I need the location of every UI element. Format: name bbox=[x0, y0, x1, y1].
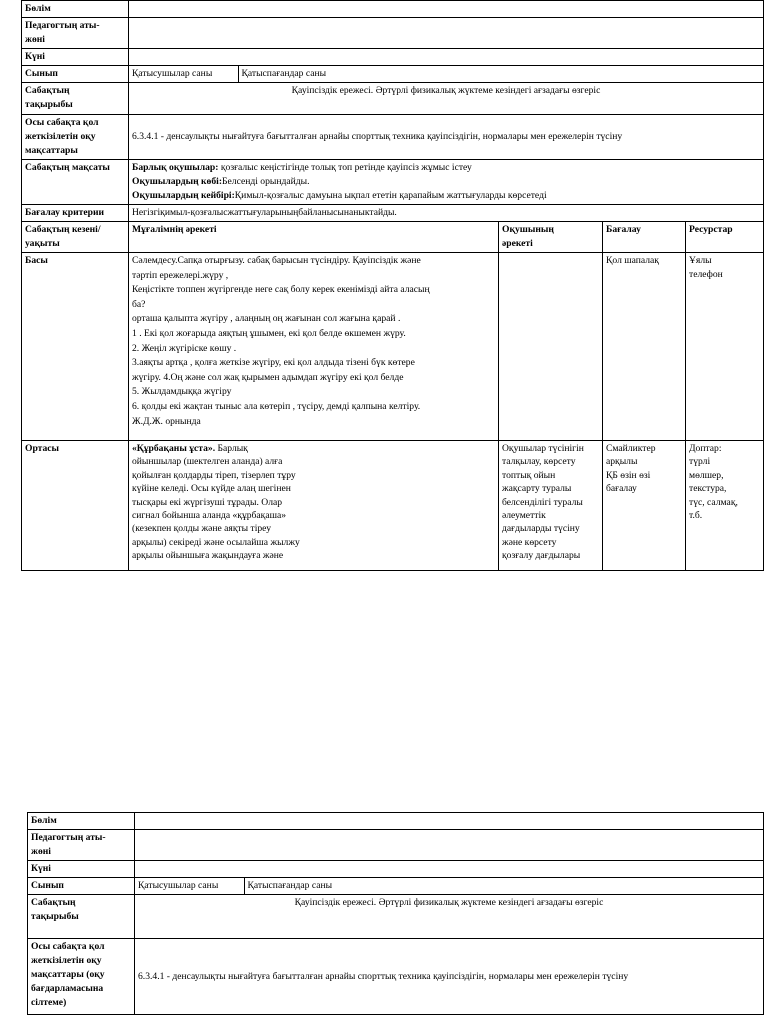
stage-header: Сабақтың кезені/ уақыты bbox=[22, 222, 129, 253]
purpose-all: Барлық оқушылар: қозғалыс кеңістігінде толық топ ретінде қауіпсіз жұмыс істеу bbox=[132, 162, 472, 173]
table-row bbox=[22, 441, 764, 571]
middle-student-action: Оқушылар түсінігін талқылау, көрсету топтық ойын жақсарту туралы белсенділігі туралы әлеуметтік дағдыларды түсіну және көрсету қозғалу дағдылары bbox=[499, 441, 603, 571]
game-description: Барлық ойыншылар (шектелген аланда) алға қойылған қолдарды тіреп, тізерлеп тұру күйіне келеді. Осы күйде алаң шегінен тысқары екі жүргізуші тұрады. Олар сигнал бойынша аланда «құрбақаша» (кезекпен қолды және аяқты тіреу арқылы) секіреді және осылайша жылжу арқылы ойыншыға жақындауға және bbox=[132, 443, 300, 562]
absent-count-label: Қатыспағандар саны bbox=[241, 68, 327, 79]
attendance-cell bbox=[129, 66, 764, 83]
class-label: Сынып bbox=[28, 878, 135, 895]
section-label: Бөлім bbox=[28, 813, 135, 830]
start-resources: Ұялы телефон bbox=[686, 253, 764, 441]
lesson-plan-table-1 bbox=[21, 0, 763, 562]
start-assessment: Қол шапалақ bbox=[603, 253, 686, 441]
purpose-most: Оқушылардың көбі:Белсенді орындайды. bbox=[132, 176, 310, 187]
day-label: Күні bbox=[28, 861, 135, 878]
teacher-name-value bbox=[135, 830, 764, 861]
stage-middle: Ортасы bbox=[22, 441, 129, 571]
teacher-name-value bbox=[129, 18, 764, 49]
teacher-action-header: Мұғалімнің әрекеті bbox=[129, 222, 499, 253]
objectives-label: Осы сабақта қол жеткізілетін оқу мақсаттары (оқу бағдарламасына сілтеме) bbox=[28, 939, 135, 1015]
lesson-plan-table-2 bbox=[27, 812, 763, 1006]
game-title: «Құрбақаны ұста». bbox=[132, 443, 216, 454]
objectives-label: Осы сабақта қол жеткізілетін оқу мақсаттары bbox=[22, 115, 129, 160]
class-label: Сынып bbox=[22, 66, 129, 83]
section-value bbox=[129, 1, 764, 18]
topic-value: Қауіпсіздік ережесі. Әртүрлі физикалық жүктеме кезіндегі ағзадағы өзгеріс bbox=[135, 895, 764, 939]
objectives-value: 6.3.4.1 - денсаулықты нығайтуға бағытталған арнайы спорттық техника қауіпсіздігін, нормалары мен ережелерін түсіну bbox=[135, 939, 764, 1015]
criteria-value: Негізгіқимыл-қозғалысжаттығуларыныңбайланысынаныктайды. bbox=[129, 205, 764, 222]
day-value bbox=[129, 49, 764, 66]
topic-label: Сабақтың тақырыбы bbox=[28, 895, 135, 939]
day-value bbox=[135, 861, 764, 878]
day-label: Күні bbox=[22, 49, 129, 66]
section-value bbox=[135, 813, 764, 830]
middle-teacher-action bbox=[129, 441, 499, 571]
middle-assessment: Смайликтер арқылы ҚБ өзін өзі бағалау bbox=[603, 441, 686, 571]
middle-resources: Доптар: түрлі мөлшер, текстура, түс, салмақ, т.б. bbox=[686, 441, 764, 571]
purpose-value bbox=[129, 160, 764, 205]
present-count-label: Қатысушылар саны bbox=[135, 878, 244, 894]
student-action-header: Оқушының әрекеті bbox=[499, 222, 603, 253]
stage-start: Басы bbox=[22, 253, 129, 441]
objectives-value: 6.3.4.1 - денсаулықты нығайтуға бағытталған арнайы спорттық техника қауіпсіздігін, нормалары мен ережелерін түсіну bbox=[129, 115, 764, 160]
resources-header: Ресурстар bbox=[686, 222, 764, 253]
criteria-label: Бағалау критерии bbox=[22, 205, 129, 222]
teacher-name-label: Педагогтың аты- жөні bbox=[22, 18, 129, 49]
topic-label: Сабақтың тақырыбы bbox=[22, 83, 129, 115]
table-row bbox=[22, 253, 764, 441]
purpose-label: Сабақтың мақсаты bbox=[22, 160, 129, 205]
present-count-label: Қатысушылар саны bbox=[129, 66, 238, 82]
start-student-action bbox=[499, 253, 603, 441]
topic-value: Қауіпсіздік ережесі. Әртүрлі физикалық жүктеме кезіндегі ағзадағы өзгеріс bbox=[129, 83, 764, 115]
section-label: Бөлім bbox=[22, 1, 129, 18]
purpose-some: Оқушылардың кейбірі:Қимыл-қозғалыс дамуына ықпал ететін қарапайым жаттығуларды көрсетеді bbox=[132, 190, 547, 201]
teacher-name-label: Педагогтың аты- жөні bbox=[28, 830, 135, 861]
absent-count-label: Қатыспағандар саны bbox=[247, 880, 333, 891]
start-teacher-action: Сәлемдесу.Сапқа отырғызу. сабақ барысын түсіндіру. Қауіпсіздік және тәртіп ережелері.жүру , Кеңістікте топпен жүгіргенде неге сақ болу керек екенімізді айта аласың ба? орташа қалыпта жүгіру , алаңның оң жағынан сол жағына қарай . 1 . Екі қол жоғарыда аяқтың ұшымен, екі қол белде өкшемен жүру. 2. Жеңіл жүгіріске көшу . 3.аяқты артқа , қолға жеткізе жүгіру, екі қол алдыда тізені бүк көтере жүгіру. 4.Оң және сол жақ қырымен адымдап жүгіру екі қол белде 5. Жылдамдыққа жүгіру 6. қолды екі жақтан тыныс ала көтеріп , түсіру, демді қалпына келтіру. Ж.Д.Ж. орнында bbox=[129, 253, 499, 441]
assessment-header: Бағалау bbox=[603, 222, 686, 253]
attendance-cell bbox=[135, 878, 764, 895]
